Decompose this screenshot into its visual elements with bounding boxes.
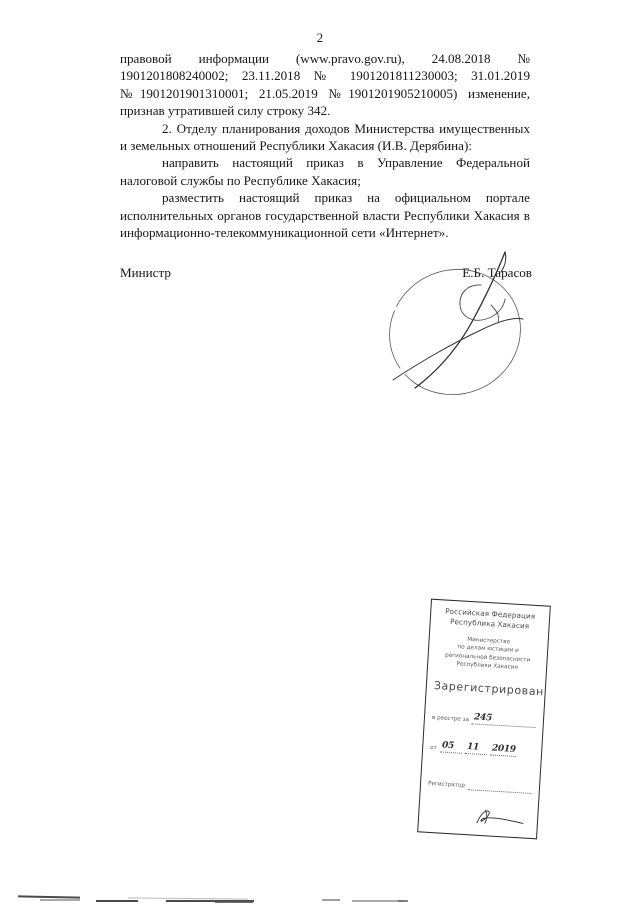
paragraph-continuation: правовой информации (www.pravo.gov.ru), 24.08.2018 № 1901201808240002; 23.11.2018 № 1901201811230003; 31.01.2019 №1901201901310001; 21.05.2019 №1901201905210005) изменение, признав утратившей силу строку 342. xyxy=(120,51,530,119)
stamp-country: Российская Федерация xyxy=(444,606,536,621)
registration-stamp xyxy=(417,599,551,840)
stamp-organization xyxy=(435,634,541,674)
stamp-org-line-2: по делам юстиции и xyxy=(457,644,519,655)
stamp-date-label: от xyxy=(430,744,438,751)
stamp-registrar-line xyxy=(468,780,533,794)
stamp-date-field xyxy=(430,741,534,757)
signature-block xyxy=(120,265,532,281)
stamp-date-day: 05 xyxy=(441,740,455,751)
scan-artifact xyxy=(352,900,404,902)
registrar-signature xyxy=(471,806,534,830)
scan-artifact xyxy=(322,899,340,901)
stamp-heading xyxy=(437,606,542,632)
stamp-registry-label: в реестре за xyxy=(431,714,470,723)
paragraph-subitem-publish-order: разместить настоящий приказ на официальном портале исполнительных органов государственной власти Республики Хакасия в информационно-телекоммуникационной сети «Интернет». xyxy=(120,190,530,241)
signatory-name: Е.Б. Тарасов xyxy=(462,265,532,280)
signatory-title: Министр xyxy=(120,265,171,280)
stamp-registry-field xyxy=(432,712,536,728)
stamp-registrar-label: Регистратор xyxy=(427,780,466,789)
stamp-registry-value: 245 xyxy=(473,712,493,724)
stamp-org-line-1: Министерство xyxy=(467,636,511,646)
paragraph-subitem-send-order: направить настоящий приказ в Управление Федеральной налоговой службы по Республике Хакасия; xyxy=(120,155,530,188)
scan-artifact xyxy=(215,901,253,903)
stamp-date-year: 2019 xyxy=(491,743,517,755)
stamp-registry-line xyxy=(472,714,536,728)
stamp-date-month-line xyxy=(465,741,488,755)
scan-artifact xyxy=(96,900,138,902)
paragraph-item-2: 2. Отделу планирования доходов Министерства имущественных и земельных отношений Республики Хакасия (И.В. Дерябина): xyxy=(120,120,530,154)
stamp-date-day-line xyxy=(440,742,463,753)
scan-artifact xyxy=(40,899,80,901)
page-number: 2 xyxy=(316,30,324,45)
stamp-org-line-3: региональной безопасности xyxy=(444,652,531,664)
stamp-republic: Республика Хакасия xyxy=(449,616,530,631)
stamp-org-line-4: Республики Хакасия xyxy=(456,661,518,672)
document-body-text xyxy=(120,50,530,241)
stamp-date-year-line xyxy=(490,745,517,757)
stamp-date-month: 11 xyxy=(466,741,480,753)
stamp-registrar-field xyxy=(428,777,532,793)
scan-artifact xyxy=(398,900,408,902)
stamp-registered-label: Зарегистрирован xyxy=(433,678,545,699)
